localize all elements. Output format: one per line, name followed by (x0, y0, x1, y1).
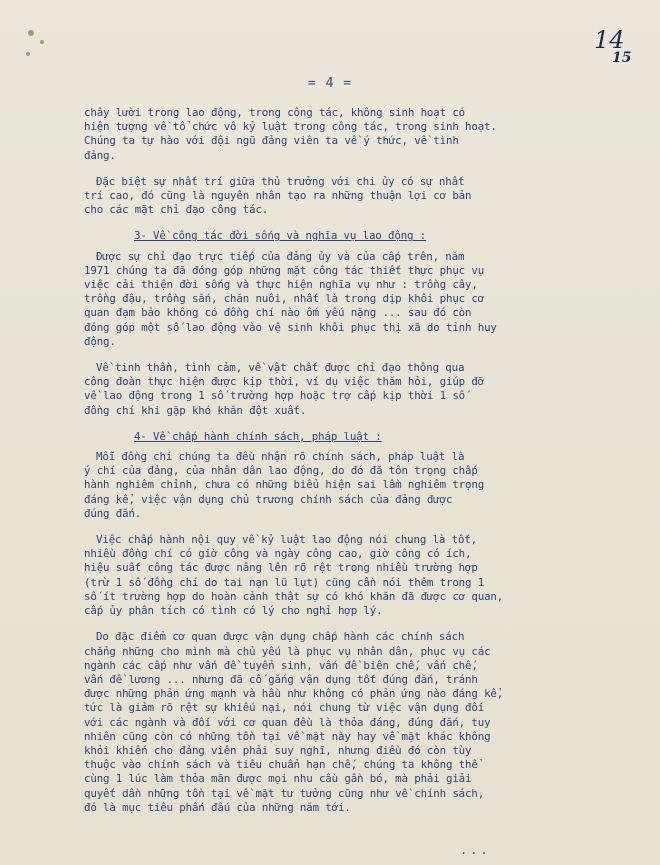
handwritten-folio-number-corrected: 15 (612, 50, 632, 66)
paragraph: Việc chấp hành nội quy về kỷ luật lao động nói chung là tốt, nhiều đồng chí có giờ công và ngày công cao, giờ công có ích, hiệu suất công tác được nâng lên rõ rệt trong nhiều trường hợp (trừ 1 số đồng chí do tai nạn lũ lụt) cũng cần nói thêm trong 1 số ít trường hợp do hoàn cảnh thật sự có khó khăn đã được cơ quan, cấp ủy phân tích có tình có lý cho nghỉ hợp lý. (84, 533, 504, 618)
punch-hole-mark (28, 30, 34, 36)
paragraph: chây lười trong lao động, trong công tác, không sinh hoạt có hiện tượng về tổ chức vô kỷ luật trong công tác, trong sinh hoạt. Chúng ta tự hào với đội ngũ đảng viên ta về ý thức, về tình đảng. (84, 106, 497, 162)
paragraph: Được sự chỉ đạo trực tiếp của đảng ủy và của cấp trên, năm 1971 chúng ta đã đóng góp những mặt công tác thiết thực phục vụ việc cải thiện đời sống và thực hiện nghĩa vụ như : trồng cây, trồng đậu, trồng sắn, chăn nuôi, nhất là trong dịp khôi phục cơ quan đạm bảo không có đồng chí nào ốm yếu nặng ... sau đó còn đóng góp một số lao động vào vệ sinh khôi phục thị xã do tỉnh huy động. (84, 249, 497, 348)
handwritten-folio-number: 14 (594, 26, 625, 54)
document-body (84, 106, 632, 827)
paragraph: Do đặc điểm cơ quan được vận dụng chấp hành các chính sách chẳng những cho mình mà chủ yếu là phục vụ nhân dân, phục vụ các ngành các cấp như vấn đề tuyển sinh, vấn đề biên chế, vấn chế, vấn đề lương ... nhưng đã cố gắng vận dụng tốt đúng đắn, tránh được những phản ứng mạnh và hầu như không có phản ứng nào đáng kể, tức là giảm rõ rệt sự khiếu nại, nói chung từ việc vận dụng đối với các ngành và đối với cơ quan đều là thỏa đáng, đúng đắn, tuy nhiên cũng còn có những tồn tại về mặt này hay về mặt khác không khỏi khiến cho đảng viên phải suy nghĩ, nhưng điều đó còn tùy thuộc vào chính sách và tiêu chuẩn hạn chế, chúng ta không thể cùng 1 lúc làm thỏa mãn được mọi nhu cầu gần bó, mà phải giải quyết dần những tồn tại về mặt tư tưởng cũng như về chính sách, đó là mục tiêu phấn đấu của những năm tới. (84, 630, 504, 814)
paragraph: Đặc biệt sự nhất trí giữa thủ trưởng với chi ủy có sự nhất trí cao, đó cũng là nguyên nhân tạo ra những thuận lợi cơ bản cho các mặt chỉ đạo công tác. (84, 174, 472, 217)
paragraph: Về tinh thần, tình cảm, về vật chất được chỉ đạo thông qua công đoàn thực hiện được kịp thời, ví dụ việc thăm hỏi, giúp đỡ về lao động trong 1 số trường hợp hoặc trợ cấp kịp thời 1 số đồng chí khi gặp khó khăn đột xuất. (84, 361, 485, 417)
paragraph: Mỗi đồng chí chúng ta đều nhận rõ chính sách, pháp luật là ý chí của đảng, của nhân dân lao động, do đó đã tôn trọng chấp hành nghiêm chỉnh, chưa có những biểu hiện sai lầm nghiêm trọng đáng kể, việc vận dụng chủ trương chính sách của đảng được đúng đắn. (84, 450, 485, 520)
page-continuation-mark: ... (460, 843, 491, 857)
page-number: = 4 = (307, 76, 353, 91)
section-heading: 4- Về chấp hành chính sách, pháp luật : (134, 429, 382, 443)
section-heading: 3- Về công tác đời sống và nghĩa vụ lao động : (134, 229, 427, 243)
punch-hole-mark (26, 52, 30, 56)
punch-hole-mark (40, 40, 44, 44)
